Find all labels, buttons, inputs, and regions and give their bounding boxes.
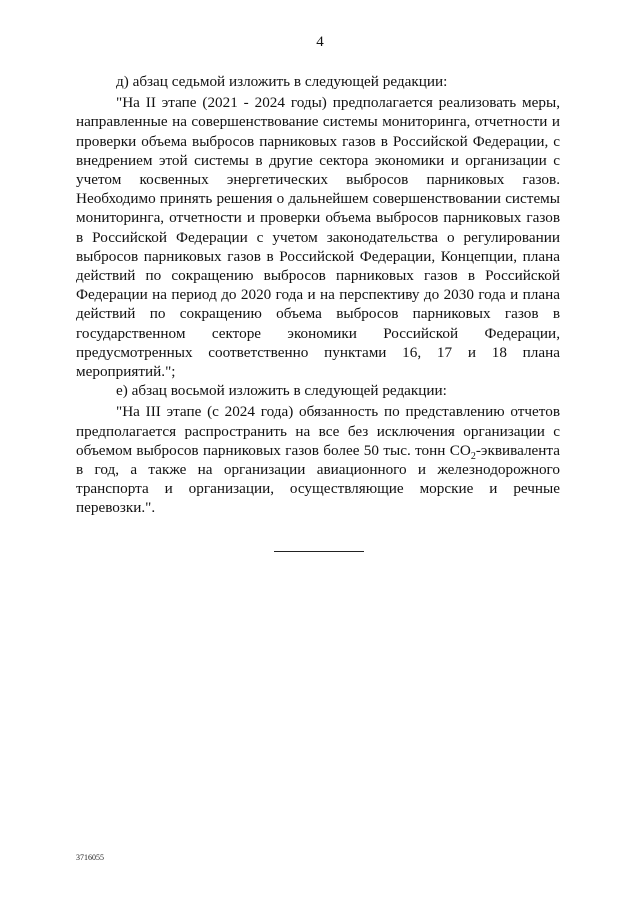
amendment-text-d: "На II этапе (2021 - 2024 годы) предполагается реализовать меры, направленные на совершенствование системы мониторинга, отчетности и проверки объема выбросов парниковых газов в Российской Федерации, с внедрением этой системы в другие сектора экономики и организации с учетом косвенных энергетических выбросов парниковых газов. Необходимо принять решения о дальнейшем совершенствовании системы мониторинга, отчетности и проверки объема выбросов парниковых газов в Российской Федерации с учетом законодательства о регулировании выбросов парниковых газов в Российской Федерации, Концепции, плана действий по сокращению выбросов парниковых газов в Российской Федерации на период до 2020 года и на перспективу до 2030 года и плана действий по сокращению объема выбросов парниковых газов в государственном секторе экономики Российской Федерации, предусмотренных соответственно пунктами 16, 17 и 18 плана мероприятий."; <box>76 94 560 381</box>
amendment-heading-e: е) абзац восьмой изложить в следующей редакции: <box>116 382 447 400</box>
co2-subscript: 2 <box>470 450 476 462</box>
amendment-text-e-part1: "На III этапе (с 2024 года) обязанность по представлению отчетов предполагается распространить на все без исключения организации с объемом выбросов парниковых газов более 50 тыс. тонн CO <box>76 403 560 459</box>
amendment-text-e <box>76 402 560 517</box>
end-separator-line <box>274 551 364 552</box>
amendment-heading-d: д) абзац седьмой изложить в следующей редакции: <box>116 73 448 90</box>
amendment-text-e-part2: -эквивалента в год, а также на организации авиационного и железнодорожного транспорта и организации, осуществляющие морские и речные перевозки.". <box>76 441 560 517</box>
document-body <box>76 72 560 518</box>
page-number: 4 <box>316 34 324 50</box>
document-code: 3716055 <box>76 853 104 862</box>
